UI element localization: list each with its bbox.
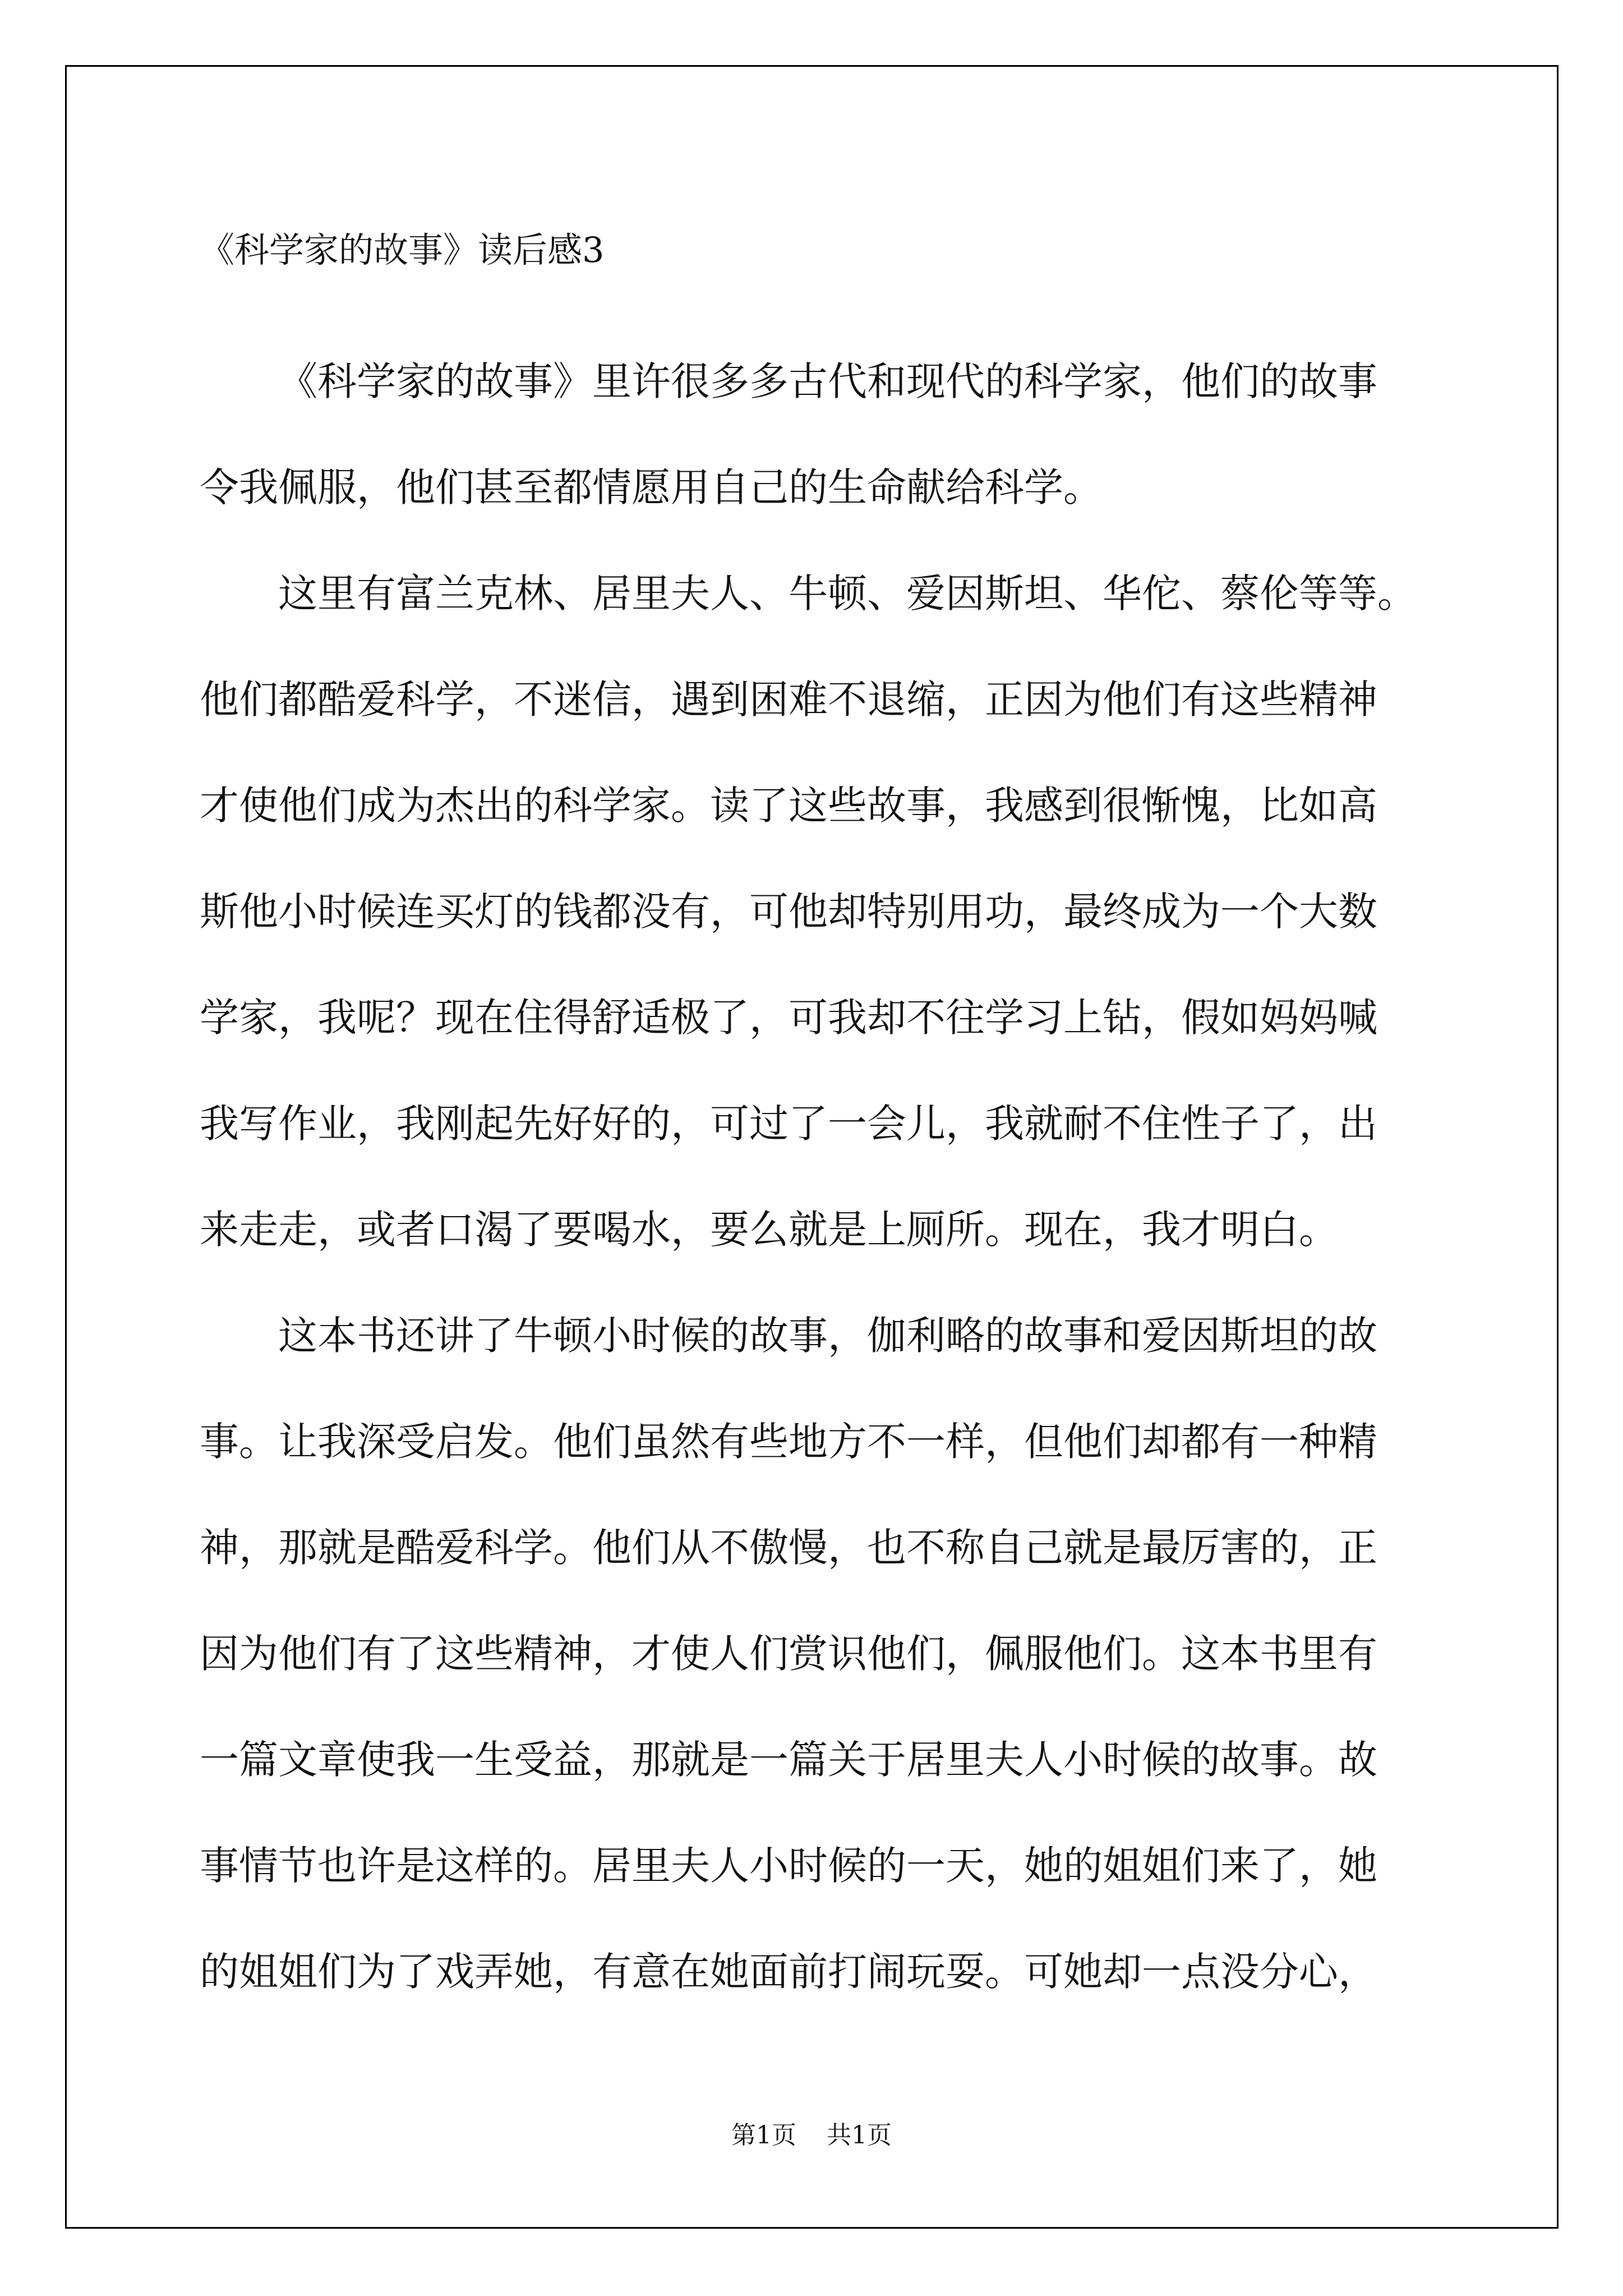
page-footer [0, 2115, 1623, 2151]
text-line: 他们都酷爱科学，不迷信，遇到困难不退缩，正因为他们有这些精神 [200, 677, 1377, 723]
text-line: 来走走，或者口渴了要喝水，要么就是上厕所。现在，我才明白。 [200, 1207, 1338, 1253]
text-line: 神，那就是酷爱科学。他们从不傲慢，也不称自己就是最厉害的，正 [200, 1525, 1377, 1571]
text-line: 因为他们有了这些精神，才使人们赏识他们，佩服他们。这本书里有 [200, 1631, 1377, 1677]
text-line: 学家，我呢？现在住得舒适极了，可我却不往学习上钻，假如妈妈喊 [200, 995, 1377, 1041]
text-line: 我写作业，我刚起先好好的，可过了一会儿，我就耐不住性子了，出 [200, 1101, 1377, 1147]
text-line: 这本书还讲了牛顿小时候的故事，伽利略的故事和爱因斯坦的故 [278, 1313, 1377, 1359]
text-line: 这里有富兰克林、居里夫人、牛顿、爱因斯坦、华佗、蔡伦等等。 [278, 570, 1417, 616]
text-line: 斯他小时候连买灯的钱都没有，可他却特别用功，最终成为一个大数 [200, 889, 1377, 935]
document-body [200, 222, 1433, 2025]
document-title: 《科学家的故事》读后感3 [200, 229, 605, 270]
page-total: 共1页 [827, 2121, 892, 2150]
text-line: 一篇文章使我一生受益，那就是一篇关于居里夫人小时候的故事。故 [200, 1737, 1377, 1783]
page-number: 第1页 [731, 2121, 796, 2150]
text-line: 的姐姐们为了戏弄她，有意在她面前打闹玩耍。可她却一点没分心， [200, 1949, 1377, 1995]
text-line: 事。让我深受启发。他们虽然有些地方不一样，但他们却都有一种精 [200, 1419, 1377, 1465]
text-line: 令我佩服，他们甚至都情愿用自己的生命献给科学。 [200, 464, 1103, 510]
text-line: 事情节也许是这样的。居里夫人小时候的一天，她的姐姐们来了，她 [200, 1843, 1377, 1889]
text-line: 《科学家的故事》里许很多多古代和现代的科学家，他们的故事 [278, 358, 1377, 404]
text-line: 才使他们成为杰出的科学家。读了这些故事，我感到很惭愧，比如高 [200, 783, 1377, 829]
